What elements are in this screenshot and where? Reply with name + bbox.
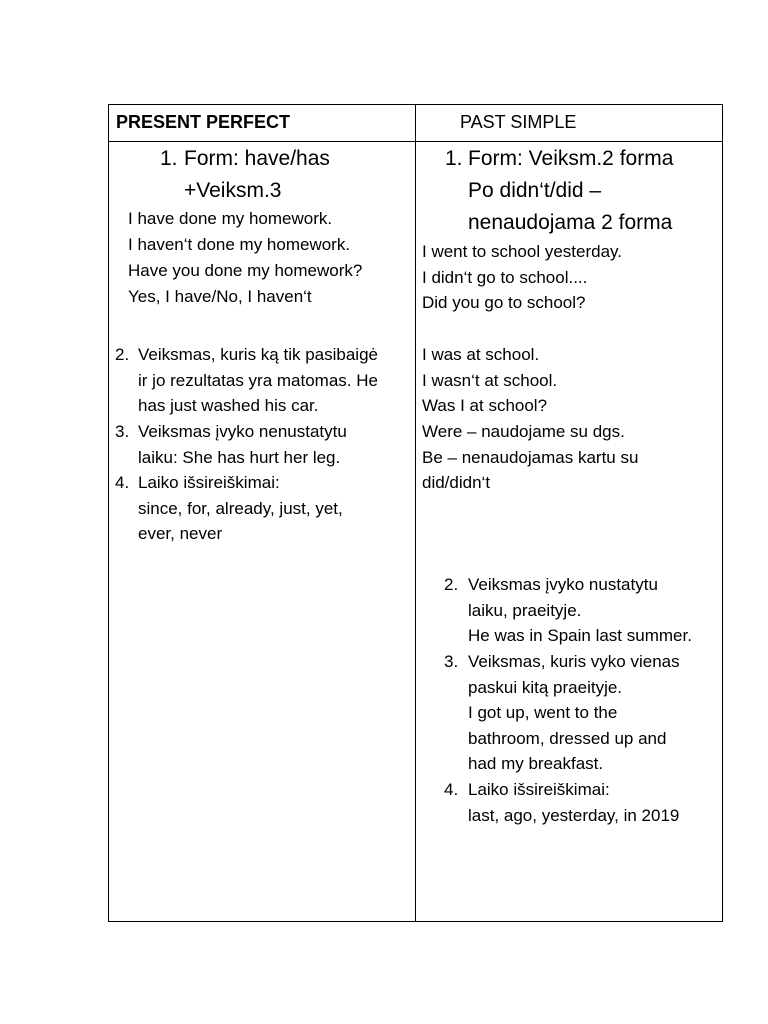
- left-item1-line: +Veiksm.3: [184, 179, 282, 202]
- left-example-line: I haven‘t done my homework.: [128, 235, 351, 254]
- right-item3-line: I got up, went to the: [468, 703, 618, 722]
- right-item1-number: 1.: [445, 147, 463, 170]
- right-item1-line: Po didn‘t/did –: [468, 179, 602, 202]
- left-example-line: I have done my homework.: [128, 209, 333, 228]
- right-item4-number: 4.: [444, 780, 459, 799]
- right-item3-line: Veiksmas, kuris vyko vienas: [468, 652, 680, 671]
- right-item2-line: He was in Spain last summer.: [468, 626, 692, 645]
- right-item1-line: Form: Veiksm.2 forma: [468, 147, 674, 170]
- left-item4-number: 4.: [115, 473, 130, 492]
- left-item3-line: Veiksmas įvyko nenustatytu: [138, 422, 347, 441]
- left-item4-line: ever, never: [138, 524, 223, 543]
- right-item2-line: laiku, praeityje.: [468, 601, 582, 620]
- left-example-line: Yes, I have/No, I haven‘t: [128, 287, 312, 306]
- right-example-line: I didn‘t go to school....: [422, 268, 588, 287]
- left-item2-line: Veiksmas, kuris ką tik pasibaigė: [138, 345, 378, 364]
- right-example-line: Be – nenaudojamas kartu su: [422, 448, 639, 467]
- left-item4-line: Laiko išsireiškimai:: [138, 473, 280, 492]
- left-item1-number: 1.: [160, 147, 178, 170]
- right-example-line: Was I at school?: [422, 396, 548, 415]
- grammar-table: [108, 104, 723, 922]
- right-example-line: I was at school.: [422, 345, 540, 364]
- left-item3-number: 3.: [115, 422, 130, 441]
- left-item4-line: since, for, already, just, yet,: [138, 499, 343, 518]
- header-present-perfect: PRESENT PERFECT: [116, 112, 291, 132]
- right-item2-number: 2.: [444, 575, 459, 594]
- right-item4-line: Laiko išsireiškimai:: [468, 780, 610, 799]
- right-example-line: Did you go to school?: [422, 293, 586, 312]
- right-example-line: Were – naudojame su dgs.: [422, 422, 625, 441]
- right-example-line: I wasn‘t at school.: [422, 371, 558, 390]
- header-past-simple: PAST SIMPLE: [460, 112, 577, 132]
- left-item2-line: ir jo rezultatas yra matomas. He: [138, 371, 378, 390]
- left-example-line: Have you done my homework?: [128, 261, 363, 280]
- column-divider: [415, 105, 416, 921]
- right-item3-line: had my breakfast.: [468, 754, 604, 773]
- left-item2-line: has just washed his car.: [138, 396, 319, 415]
- right-item2-line: Veiksmas įvyko nustatytu: [468, 575, 658, 594]
- right-example-line: did/didn‘t: [422, 473, 491, 492]
- right-item3-line: bathroom, dressed up and: [468, 729, 667, 748]
- left-item1-line: Form: have/has: [184, 147, 330, 170]
- header-divider: [109, 141, 722, 142]
- right-item3-number: 3.: [444, 652, 459, 671]
- right-example-line: I went to school yesterday.: [422, 242, 623, 261]
- right-item4-line: last, ago, yesterday, in 2019: [468, 806, 680, 825]
- left-item2-number: 2.: [115, 345, 130, 364]
- left-item3-line: laiku: She has hurt her leg.: [138, 448, 341, 467]
- right-item1-line: nenaudojama 2 forma: [468, 211, 673, 234]
- right-item3-line: paskui kitą praeityje.: [468, 678, 623, 697]
